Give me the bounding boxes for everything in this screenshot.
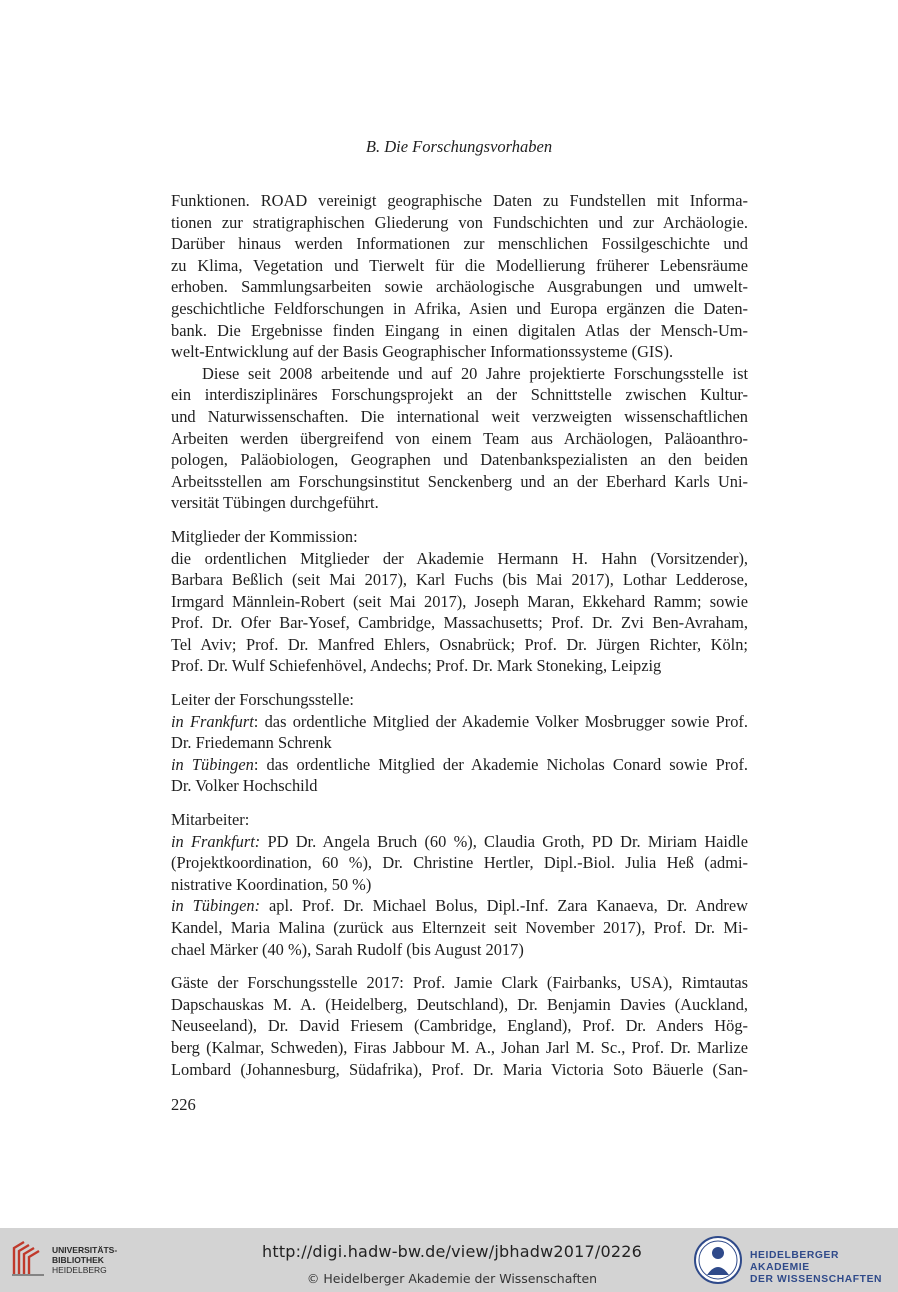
- text-line: erhoben. Sammlungsarbeiten sowie archäologische Ausgrabungen und umwelt-: [171, 277, 748, 297]
- text-line: [171, 895, 748, 917]
- text-line: [171, 831, 748, 853]
- page-number: 226: [171, 1095, 196, 1114]
- text-line: Dapschauskas M. A. (Heidelberg, Deutschland), Dr. Benjamin Davies (Auckland,: [171, 994, 748, 1014]
- text-line: ein interdisziplinäres Forschungsprojekt an der Schnittstelle zwischen Kultur-: [171, 385, 748, 405]
- mitarbeiter-section: [171, 809, 748, 960]
- leiter-heading: Leiter der Forschungsstelle:: [171, 690, 354, 710]
- paragraph-forschungsstelle: [171, 363, 748, 514]
- text-line: bank. Die Ergebnisse finden Eingang in einen digitalen Atlas der Mensch-Um-: [171, 320, 748, 340]
- location-label: in Tübingen: [171, 754, 254, 774]
- text-line: Arbeiten werden übergreifend von einem Team aus Archäologen, Paläoanthro-: [171, 428, 748, 448]
- text-span: PD Dr. Angela Bruch (60 %), Claudia Groth, PD Dr. Miriam Haidle: [260, 831, 749, 851]
- viewer-footer: [0, 1228, 898, 1292]
- gaeste-section: [171, 972, 748, 1080]
- text-line: Diese seit 2008 arbeitende und auf 20 Jahre projektierte Forschungsstelle ist: [202, 363, 748, 383]
- permalink-url[interactable]: http://digi.hadw-bw.de/view/jbhadw2017/0226: [262, 1242, 642, 1261]
- ub-logo-line: BIBLIOTHEK: [52, 1255, 104, 1265]
- text-span: apl. Prof. Dr. Michael Bolus, Dipl.-Inf. Zara Kanaeva, Dr. Andrew: [260, 896, 748, 916]
- text-line: und Naturwissenschaften. Die international weit verzweigten wissenschaftlichen: [171, 406, 748, 426]
- text-line: Irmgard Männlein-Robert (seit Mai 2017), Joseph Maran, Ekkehard Ramm; sowie: [171, 591, 748, 611]
- kommission-heading: Mitglieder der Kommission:: [171, 526, 358, 546]
- running-head: B. Die Forschungsvorhaben: [365, 137, 553, 156]
- text-line: versität Tübingen durchgeführt.: [171, 493, 379, 513]
- academy-logo[interactable]: [693, 1235, 893, 1287]
- text-line: Darüber hinaus werden Informationen zur menschlichen Fossilgeschichte und: [171, 234, 748, 254]
- text-line: Dr. Friedemann Schrenk: [171, 733, 332, 753]
- text-span: : das ordentliche Mitglied der Akademie Nicholas Conard sowie Prof.: [253, 754, 749, 774]
- mitarbeiter-heading: Mitarbeiter:: [171, 810, 250, 830]
- text-line: geschichtliche Feldforschungen in Afrika, Asien und Europa ergänzen die Daten-: [171, 298, 748, 318]
- text-line: zu Klima, Vegetation und Tierwelt für die Modellierung früherer Lebensräume: [171, 255, 748, 275]
- location-label: in Tübingen:: [171, 896, 261, 916]
- text-line: berg (Kalmar, Schweden), Firas Jabbour M. A., Johan Jarl M. Sc., Prof. Dr. Marlize: [171, 1037, 748, 1057]
- text-line: die ordentlichen Mitglieder der Akademie Hermann H. Hahn (Vorsitzender),: [171, 548, 748, 568]
- academy-logo-line: DER WISSENSCHAFTEN: [750, 1274, 883, 1285]
- academy-logo-line: HEIDELBERGER AKADEMIE: [750, 1250, 840, 1273]
- text-line: pologen, Paläobiologen, Geographen und Datenbankspezialisten an den beiden: [171, 450, 748, 470]
- text-line: Prof. Dr. Ofer Bar-Yosef, Cambridge, Massachusetts; Prof. Dr. Zvi Ben-Avraham,: [171, 613, 748, 633]
- text-line: Tel Aviv; Prof. Dr. Manfred Ehlers, Osnabrück; Prof. Dr. Jürgen Richter, Köln;: [171, 634, 748, 654]
- text-line: Gäste der Forschungsstelle 2017: Prof. Jamie Clark (Fairbanks, USA), Rimtautas: [171, 973, 748, 993]
- ub-logo-line: UNIVERSITÄTS-: [52, 1245, 118, 1255]
- copyright-notice: © Heidelberger Akademie der Wissenschaften: [306, 1271, 598, 1286]
- text-line: [171, 711, 748, 733]
- text-span: : das ordentliche Mitglied der Akademie Volker Mosbrugger sowie Prof.: [253, 711, 748, 731]
- text-line: Dr. Volker Hochschild: [171, 776, 318, 796]
- paragraph-road: [171, 190, 748, 363]
- location-label: in Frankfurt:: [171, 831, 261, 851]
- text-line: nistrative Koordination, 50 %): [171, 874, 372, 894]
- text-line: [171, 754, 748, 776]
- text-line: Arbeitsstellen am Forschungsinstitut Senckenberg und an der Eberhard Karls Uni-: [171, 471, 748, 491]
- text-line: chael Märker (40 %), Sarah Rudolf (bis August 2017): [171, 939, 524, 959]
- text-line: Barbara Beßlich (seit Mai 2017), Karl Fuchs (bis Mai 2017), Lothar Ledderose,: [171, 570, 748, 590]
- leiter-section: [171, 689, 748, 797]
- text-line: Lombard (Johannesburg, Südafrika), Prof. Dr. Maria Victoria Soto Bäuerle (San-: [171, 1059, 748, 1079]
- text-line: Neuseeland), Dr. David Friesem (Cambridge, England), Prof. Dr. Anders Hög-: [171, 1016, 748, 1036]
- text-line: (Projektkoordination, 60 %), Dr. Christine Hertler, Dipl.-Biol. Julia Heß (admi-: [171, 853, 748, 873]
- ub-logo-line: HEIDELBERG: [52, 1265, 107, 1275]
- text-line: Kandel, Maria Malina (zurück aus Elternzeit seit November 2017), Prof. Dr. Mi-: [171, 918, 748, 937]
- text-line: tionen zur stratigraphischen Gliederung von Fundschichten und zur Archäologie.: [171, 212, 748, 232]
- academy-logo-text: [750, 1250, 893, 1286]
- text-line: Funktionen. ROAD vereinigt geographische Daten zu Fundstellen mit Informa-: [171, 191, 748, 210]
- kommission-section: [171, 526, 748, 677]
- body-text: [171, 190, 748, 1080]
- text-line: Prof. Dr. Wulf Schiefenhövel, Andechs; Prof. Dr. Mark Stoneking, Leipzig: [171, 656, 662, 676]
- academy-seal-icon: [693, 1235, 743, 1285]
- text-line: welt-Entwicklung auf der Basis Geographischer Informationssysteme (GIS).: [171, 342, 674, 362]
- location-label: in Frankfurt: [171, 711, 254, 731]
